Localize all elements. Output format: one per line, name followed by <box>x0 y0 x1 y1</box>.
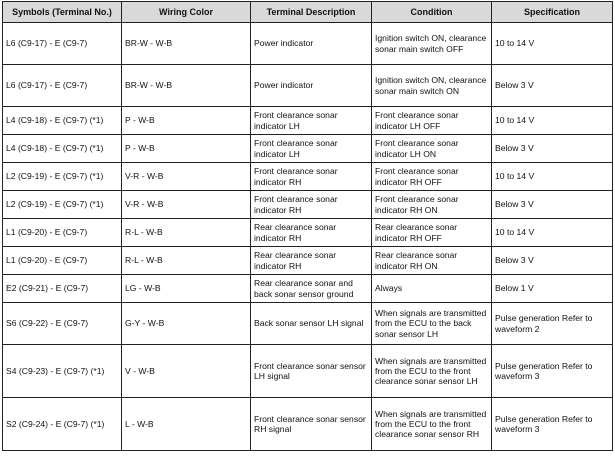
cell-wiring-color: V - W-B <box>122 345 251 398</box>
cell-specification: Below 3 V <box>492 65 613 107</box>
cell-condition: Ignition switch ON, clearance sonar main switch ON <box>372 65 492 107</box>
table-row <box>3 303 613 345</box>
cell-description: Front clearance sonar indicator RH <box>251 163 372 191</box>
cell-symbol: S6 (C9-22) - E (C9-7) <box>3 303 122 345</box>
cell-description: Front clearance sonar indicator RH <box>251 191 372 219</box>
table-row <box>3 345 613 398</box>
cell-condition: Always <box>372 275 492 303</box>
cell-condition: Rear clearance sonar indicator RH OFF <box>372 219 492 247</box>
cell-condition: Ignition switch ON, clearance sonar main switch OFF <box>372 23 492 65</box>
cell-symbol: L6 (C9-17) - E (C9-7) <box>3 23 122 65</box>
col-header-condition: Condition <box>372 2 492 23</box>
cell-symbol: S2 (C9-24) - E (C9-7) (*1) <box>3 398 122 451</box>
table-row <box>3 65 613 107</box>
cell-symbol: L4 (C9-18) - E (C9-7) (*1) <box>3 135 122 163</box>
cell-wiring-color: V-R - W-B <box>122 191 251 219</box>
cell-wiring-color: L - W-B <box>122 398 251 451</box>
cell-wiring-color: G-Y - W-B <box>122 303 251 345</box>
cell-condition: Front clearance sonar indicator LH ON <box>372 135 492 163</box>
cell-specification: Below 1 V <box>492 275 613 303</box>
cell-symbol: S4 (C9-23) - E (C9-7) (*1) <box>3 345 122 398</box>
cell-wiring-color: LG - W-B <box>122 275 251 303</box>
table-row <box>3 107 613 135</box>
cell-specification: Pulse generation Refer to waveform 3 <box>492 398 613 451</box>
cell-condition: When signals are transmitted from the ECU to the front clearance sonar sensor LH <box>372 345 492 398</box>
cell-symbol: L1 (C9-20) - E (C9-7) <box>3 247 122 275</box>
cell-description: Front clearance sonar sensor RH signal <box>251 398 372 451</box>
cell-symbol: L1 (C9-20) - E (C9-7) <box>3 219 122 247</box>
cell-specification: Below 3 V <box>492 191 613 219</box>
terminal-spec-table <box>2 1 613 451</box>
cell-wiring-color: P - W-B <box>122 107 251 135</box>
cell-symbol: E2 (C9-21) - E (C9-7) <box>3 275 122 303</box>
cell-description: Rear clearance sonar indicator RH <box>251 247 372 275</box>
cell-symbol: L2 (C9-19) - E (C9-7) (*1) <box>3 163 122 191</box>
col-header-symbols: Symbols (Terminal No.) <box>3 2 122 23</box>
cell-specification: 10 to 14 V <box>492 219 613 247</box>
col-header-terminal-description: Terminal Description <box>251 2 372 23</box>
cell-wiring-color: BR-W - W-B <box>122 65 251 107</box>
cell-symbol: L4 (C9-18) - E (C9-7) (*1) <box>3 107 122 135</box>
col-header-wiring-color: Wiring Color <box>122 2 251 23</box>
cell-description: Power indicator <box>251 23 372 65</box>
cell-symbol: L6 (C9-17) - E (C9-7) <box>3 65 122 107</box>
cell-specification: 10 to 14 V <box>492 107 613 135</box>
col-header-specification: Specification <box>492 2 613 23</box>
table-row <box>3 135 613 163</box>
cell-condition: When signals are transmitted from the ECU to the back sonar sensor LH <box>372 303 492 345</box>
cell-specification: Pulse generation Refer to waveform 2 <box>492 303 613 345</box>
cell-condition: Front clearance sonar indicator RH ON <box>372 191 492 219</box>
cell-specification: 10 to 14 V <box>492 23 613 65</box>
cell-wiring-color: BR-W - W-B <box>122 23 251 65</box>
cell-specification: Below 3 V <box>492 247 613 275</box>
cell-description: Rear clearance sonar and back sonar sensor ground <box>251 275 372 303</box>
table-row <box>3 247 613 275</box>
table-row <box>3 275 613 303</box>
cell-condition: When signals are transmitted from the ECU to the front clearance sonar sensor RH <box>372 398 492 451</box>
cell-specification: 10 to 14 V <box>492 163 613 191</box>
table-row <box>3 219 613 247</box>
cell-description: Back sonar sensor LH signal <box>251 303 372 345</box>
cell-description: Rear clearance sonar indicator RH <box>251 219 372 247</box>
cell-condition: Rear clearance sonar indicator RH ON <box>372 247 492 275</box>
table-row <box>3 398 613 451</box>
table-row <box>3 163 613 191</box>
cell-condition: Front clearance sonar indicator LH OFF <box>372 107 492 135</box>
cell-description: Front clearance sonar indicator LH <box>251 107 372 135</box>
cell-condition: Front clearance sonar indicator RH OFF <box>372 163 492 191</box>
cell-symbol: L2 (C9-19) - E (C9-7) (*1) <box>3 191 122 219</box>
cell-wiring-color: R-L - W-B <box>122 247 251 275</box>
table-header-row <box>3 2 613 23</box>
cell-specification: Below 3 V <box>492 135 613 163</box>
cell-description: Front clearance sonar sensor LH signal <box>251 345 372 398</box>
cell-wiring-color: V-R - W-B <box>122 163 251 191</box>
cell-wiring-color: R-L - W-B <box>122 219 251 247</box>
table-row <box>3 23 613 65</box>
cell-description: Front clearance sonar indicator LH <box>251 135 372 163</box>
cell-specification: Pulse generation Refer to waveform 3 <box>492 345 613 398</box>
cell-description: Power indicator <box>251 65 372 107</box>
table-row <box>3 191 613 219</box>
cell-wiring-color: P - W-B <box>122 135 251 163</box>
